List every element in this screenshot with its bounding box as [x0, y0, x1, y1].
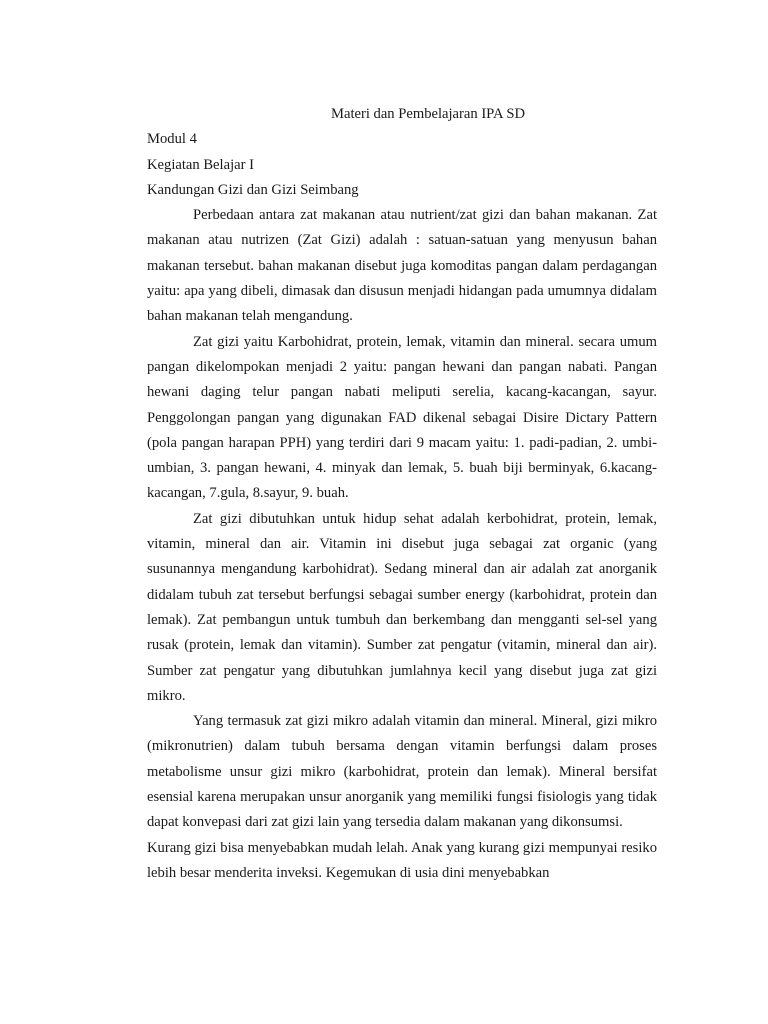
- document-title: Materi dan Pembelajaran IPA SD: [330, 106, 525, 122]
- document-body: [147, 102, 657, 886]
- section-title: Kandungan Gizi dan Gizi Seimbang: [147, 181, 359, 198]
- paragraph-4: Yang termasuk zat gizi mikro adalah vitamin dan mineral. Mineral, gizi mikro (mikronutrien) dalam tubuh bersama dengan vitamin berfungsi dalam proses metabolisme unsur gizi mikro (karbohidrat, protein dan lemak). Mineral bersifat esensial karena merupakan unsur anorganik yang memiliki fungsi fisiologis yang tidak dapat konvepasi dari zat gizi lain yang tersedia dalam makanan yang dikonsumsi.: [147, 713, 657, 831]
- paragraph-5: Kurang gizi bisa menyebabkan mudah lelah. Anak yang kurang gizi mempunyai resiko lebih besar menderita inveksi. Kegemukan di usia dini menyebabkan: [147, 839, 657, 881]
- paragraph-2: Zat gizi yaitu Karbohidrat, protein, lemak, vitamin dan mineral. secara umum pangan dikelompokan menjadi 2 yaitu: pangan hewani dan pangan nabati. Pangan hewani daging telur pangan nabati meliputi serelia, kacang-kacangan, sayur. Penggolongan pangan yang digunakan FAD dikenal sebagai Disire Dictary Pattern (pola pangan harapan PPH) yang terdiri dari 9 macam yaitu: 1. padi-padian, 2. umbi-umbian, 3. pangan hewani, 4. minyak dan lemak, 5. buah biji berminyak, 6.kacang-kacangan, 7.gula, 8.sayur, 9. buah.: [147, 333, 657, 502]
- activity-label: Kegiatan Belajar I: [147, 156, 254, 173]
- paragraph-3: Zat gizi dibutuhkan untuk hidup sehat adalah kerbohidrat, protein, lemak, vitamin, mineral dan air. Vitamin ini disebut juga sebagai zat organic (yang susunannya mengandung karbohidrat). Sedang mineral dan air adalah zat anorganik didalam tubuh zat tersebut berfungsi sebagai sumber energy (karbohidrat, protein dan lemak). Zat pembangun untuk tumbuh dan berkembang dan mengganti sel-sel yang rusak (protein, lemak dan vitamin). Sumber zat pengatur (vitamin, mineral dan air). Sumber zat pengatur yang dibutuhkan jumlahnya kecil yang disebut juga zat gizi mikro.: [147, 510, 657, 704]
- module-label: Modul 4: [147, 131, 197, 148]
- paragraph-1: Perbedaan antara zat makanan atau nutrient/zat gizi dan bahan makanan. Zat makanan atau nutrizen (Zat Gizi) adalah : satuan-satuan yang menyusun bahan makanan tersebut. bahan makanan disebut juga komoditas pangan dalam perdagangan yaitu: apa yang dibeli, dimasak dan disusun menjadi hidangan pada umumnya didalam bahan makanan telah mengandung.: [147, 207, 657, 325]
